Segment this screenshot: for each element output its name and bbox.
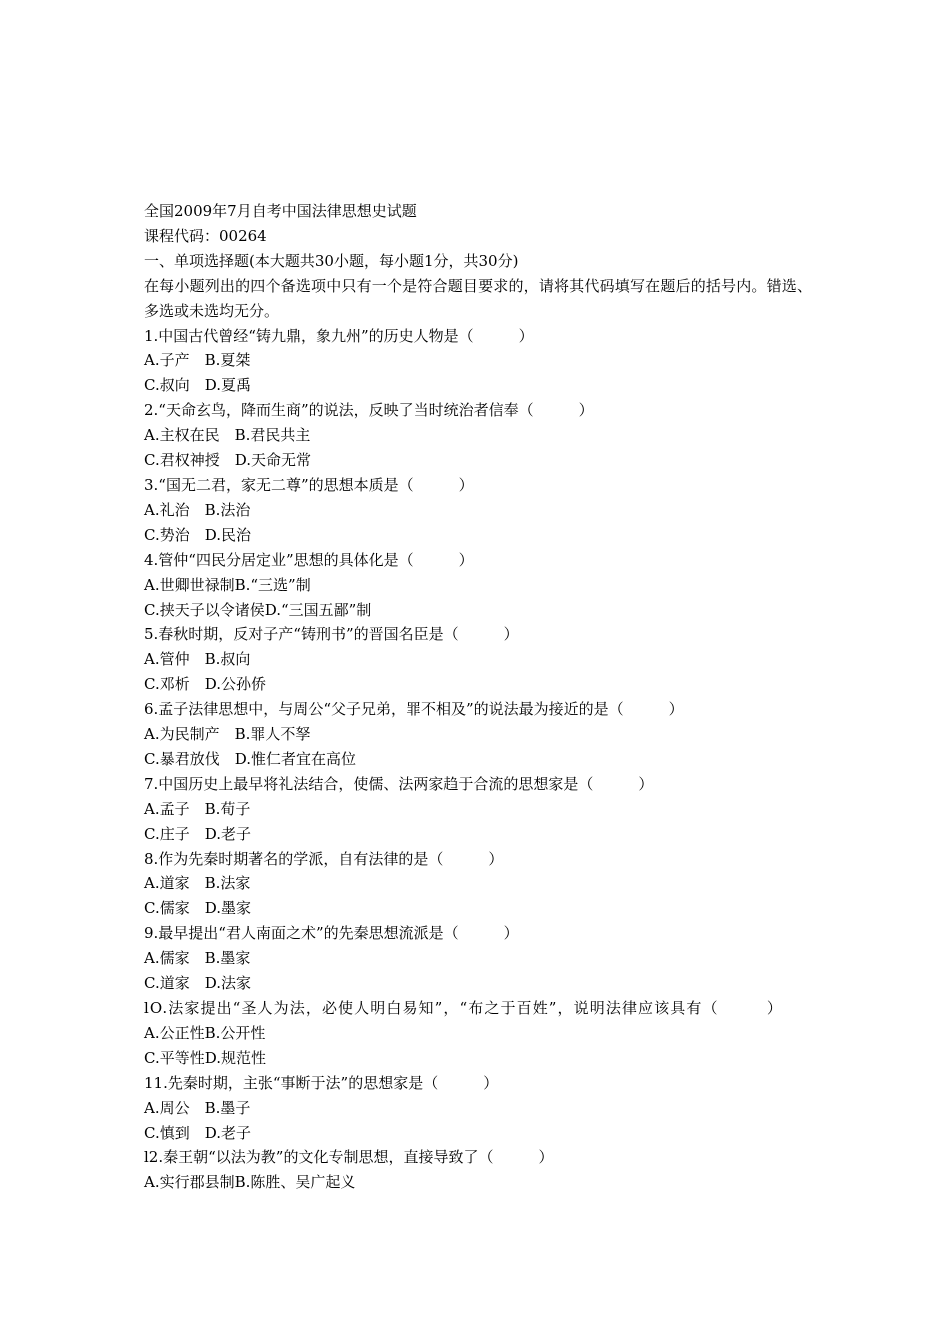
question-options: A.实行郡县制B.陈胜、吴广起义 bbox=[144, 1173, 356, 1192]
question-stem: 9.最早提出“君人南面之术”的先秦思想流派是（ ） bbox=[144, 924, 519, 943]
question-2 bbox=[144, 398, 812, 473]
question-stem: 7.中国历史上最早将礼法结合，使儒、法两家趋于合流的思想家是（ ） bbox=[144, 774, 654, 793]
exam-document bbox=[144, 199, 812, 1195]
question-options: C.庄子 D.老子 bbox=[144, 824, 251, 843]
question-options: C.邓析 D.公孙侨 bbox=[144, 675, 266, 694]
question-options: A.管仲 B.叔向 bbox=[144, 650, 251, 669]
question-5 bbox=[144, 622, 812, 697]
question-stem: 11.先秦时期，主张“事断于法”的思想家是（ ） bbox=[144, 1073, 499, 1092]
exam-title: 全国2009年7月自考中国法律思想史试题 bbox=[144, 202, 417, 220]
question-stem: l2.秦王朝“以法为教”的文化专制思想，直接导致了（ ） bbox=[144, 1148, 554, 1167]
question-12 bbox=[144, 1145, 812, 1195]
question-options: A.为民制产 B.罪人不孥 bbox=[144, 725, 311, 744]
question-1 bbox=[144, 324, 812, 399]
question-options: A.周公 B.墨子 bbox=[144, 1098, 251, 1117]
question-options: C.平等性D.规范性 bbox=[144, 1048, 266, 1067]
question-options: A.道家 B.法家 bbox=[144, 874, 251, 893]
question-options: C.叔向 D.夏禹 bbox=[144, 376, 251, 395]
question-4 bbox=[144, 548, 812, 623]
question-options: C.儒家 D.墨家 bbox=[144, 899, 251, 918]
question-10 bbox=[144, 996, 812, 1071]
question-stem: 8.作为先秦时期著名的学派，自有法律的是（ ） bbox=[144, 849, 504, 868]
question-options: A.世卿世禄制B.“三选”制 bbox=[144, 575, 311, 594]
question-stem: 5.春秋时期，反对子产“铸刑书”的晋国名臣是（ ） bbox=[144, 625, 519, 644]
question-stem: 4.管仲“四民分居定业”思想的具体化是（ ） bbox=[144, 550, 474, 569]
question-6 bbox=[144, 697, 812, 772]
question-options: C.慎到 D.老子 bbox=[144, 1123, 251, 1142]
question-options: C.暴君放伐 D.惟仁者宜在高位 bbox=[144, 749, 356, 768]
question-stem: 3.“国无二君，家无二尊”的思想本质是（ ） bbox=[144, 475, 474, 494]
question-options: C.势治 D.民治 bbox=[144, 525, 251, 544]
question-stem: 1.中国古代曾经“铸九鼎，象九州”的历史人物是（ ） bbox=[144, 326, 534, 345]
question-11 bbox=[144, 1071, 812, 1146]
question-stem: lO.法家提出“圣人为法，必使人明白易知”，“布之于百姓”，说明法律应该具有（ ） bbox=[144, 999, 783, 1017]
question-8 bbox=[144, 847, 812, 922]
question-options: A.子产 B.夏桀 bbox=[144, 351, 251, 370]
question-options: A.礼治 B.法治 bbox=[144, 500, 251, 519]
question-options: A.主权在民 B.君民共主 bbox=[144, 426, 311, 445]
question-3 bbox=[144, 473, 812, 548]
question-stem: 2.“天命玄鸟，降而生商”的说法，反映了当时统治者信奉（ ） bbox=[144, 401, 594, 420]
question-options: A.孟子 B.荀子 bbox=[144, 799, 251, 818]
question-options: C.君权神授 D.天命无常 bbox=[144, 451, 311, 470]
course-code: 课程代码：00264 bbox=[144, 226, 267, 245]
instructions: 在每小题列出的四个备选项中只有一个是符合题目要求的，请将其代码填写在题后的括号内。错选、多选或未选均无分。 bbox=[144, 276, 812, 320]
question-stem: 6.孟子法律思想中，与周公“父子兄弟，罪不相及”的说法最为接近的是（ ） bbox=[144, 700, 684, 719]
question-9 bbox=[144, 921, 812, 996]
question-options: A.公正性B.公开性 bbox=[144, 1023, 266, 1042]
question-7 bbox=[144, 772, 812, 847]
question-options: C.挟天子以令诸侯D.“三国五鄙”制 bbox=[144, 600, 372, 619]
question-options: A.儒家 B.墨家 bbox=[144, 949, 251, 968]
section-heading: 一、单项选择题(本大题共30小题，每小题1分，共30分) bbox=[144, 251, 519, 270]
question-options: C.道家 D.法家 bbox=[144, 974, 251, 993]
